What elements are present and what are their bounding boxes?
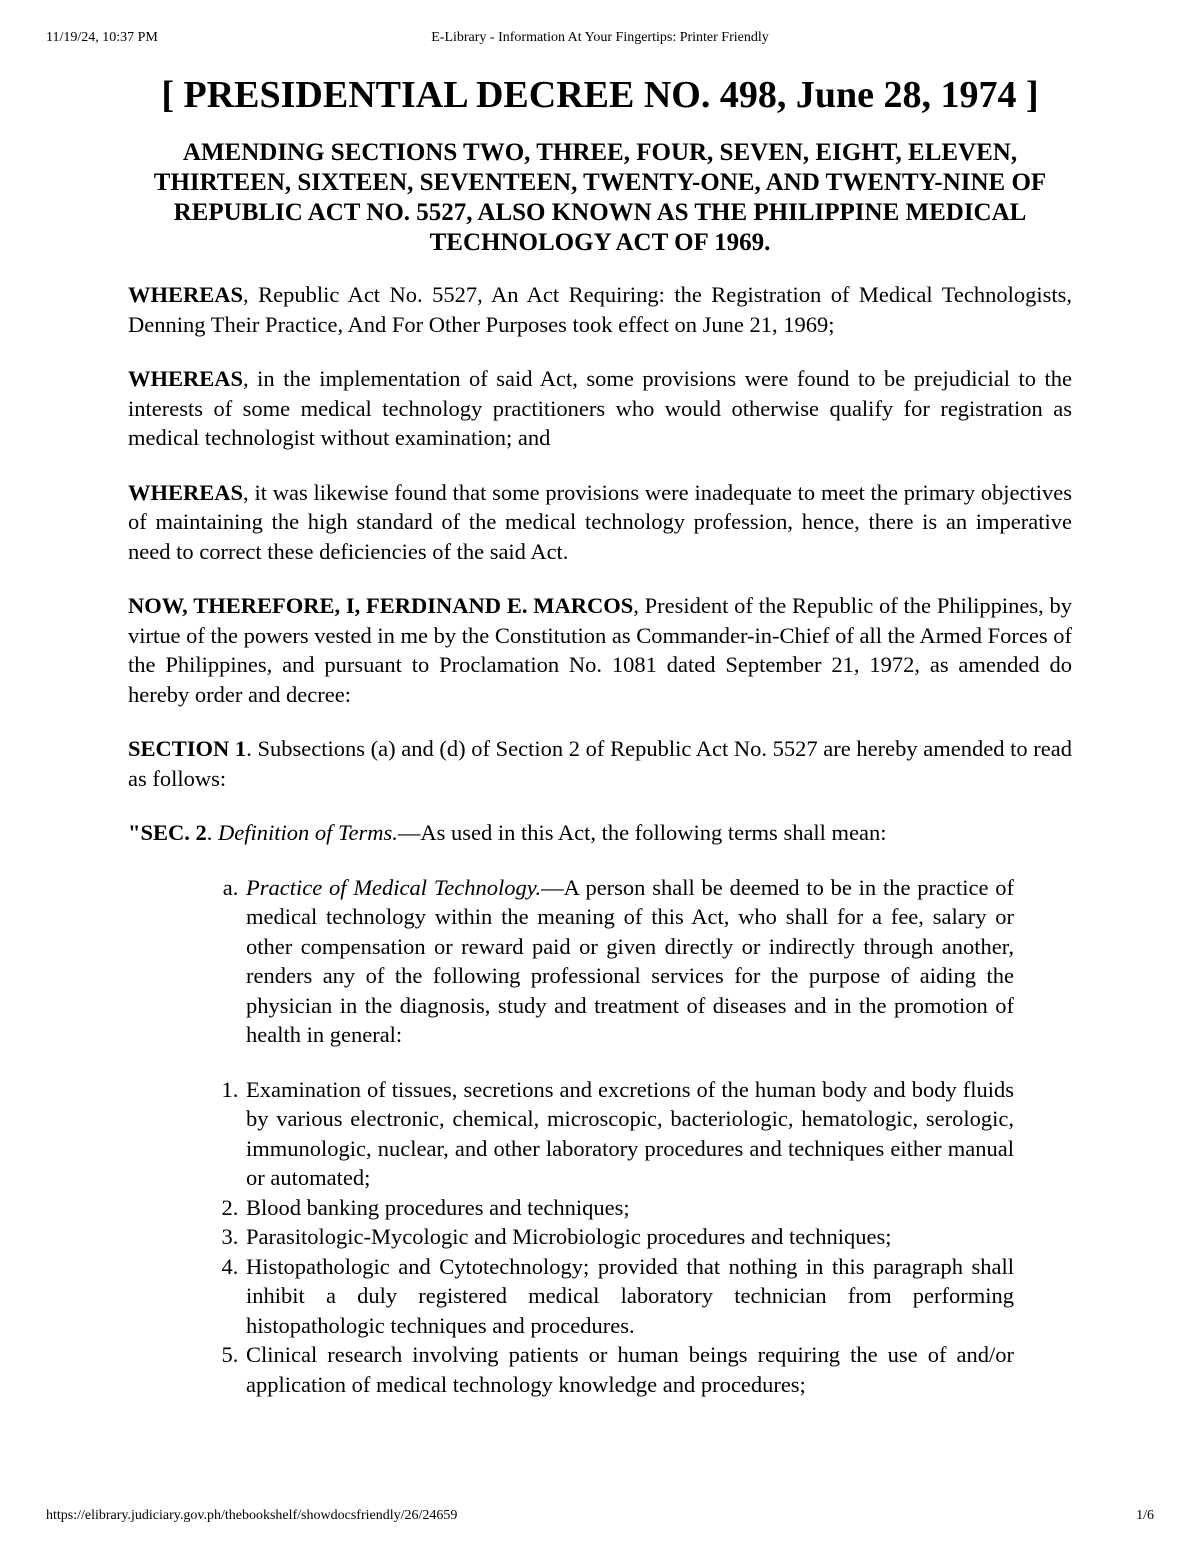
whereas-paragraph-1: [128, 280, 1072, 339]
list-item: 3. Parasitologic-Mycologic and Microbiologic procedures and techniques;: [244, 1222, 1014, 1252]
list-item: 4. Histopathologic and Cytotechnology; provided that nothing in this paragraph shall inhibit a duly registered medical laboratory technician from performing histopathologic techniques and procedures.: [244, 1252, 1014, 1341]
item-a-heading: Practice of Medical Technology.: [246, 874, 542, 900]
decree-subtitle: AMENDING SECTIONS TWO, THREE, FOUR, SEVEN, EIGHT, ELEVEN, THIRTEEN, SIXTEEN, SEVENTEEN, TWENTY-ONE, AND TWENTY-NINE OF REPUBLIC ACT NO. 5527, ALSO KNOWN AS THE PHILIPPINE MEDICAL TECHNOLOGY ACT OF 1969.: [153, 139, 1047, 256]
whereas-paragraph-2: [128, 364, 1072, 453]
now-therefore-text: , President of the Republic of the Philippines, by virtue of the powers vested in me by the Constitution as Commander-in-Chief of all the Armed Forces of the Philippines, and pursuant to Proclamation No. 1081 dated September 21, 1972, as amended do hereby order and decree:: [128, 593, 1072, 707]
numbered-list: [128, 1075, 1014, 1400]
whereas-lead: WHEREAS: [128, 282, 244, 307]
sec-2-paragraph: [128, 818, 956, 848]
whereas-lead: WHEREAS: [128, 479, 244, 505]
sec-2-separator: .: [206, 820, 219, 845]
item-a-text: —A person shall be deemed to be in the practice of medical technology within the meaning of this Act, who shall for a fee, salary or other compensation or reward paid or given directly or indirectly through another, renders any of the following professional services for the purpose of aiding the physician in the diagnosis, study and treatment of diseases and in the promotion of health in general:: [246, 874, 1014, 1047]
print-page-title: E-Library - Information At Your Fingertips: Printer Friendly: [431, 30, 769, 45]
list-item-a: [244, 873, 1014, 1050]
now-therefore-paragraph: [128, 591, 1072, 709]
decree-title: [ PRESIDENTIAL DECREE NO. 498, June 28, 1974 ]: [161, 74, 1039, 116]
alpha-list: [128, 873, 1014, 1050]
sec-2-heading: Definition of Terms.: [218, 820, 398, 845]
whereas-text: , it was likewise found that some provisions were inadequate to meet the primary objectives of maintaining the high standard of the medical technology profession, hence, there is an imperative need to correct these deficiencies of the said Act.: [128, 479, 1072, 564]
now-therefore-lead: NOW, THEREFORE, I, FERDINAND E. MARCOS: [128, 593, 634, 618]
section-1-lead: SECTION 1: [128, 736, 247, 761]
whereas-lead: WHEREAS: [128, 366, 244, 391]
sec-2-lead: "SEC. 2: [128, 820, 207, 845]
list-item: 2. Blood banking procedures and techniques;: [244, 1193, 1014, 1223]
section-1-paragraph: [128, 734, 1072, 793]
list-item: 1. Examination of tissues, secretions and excretions of the human body and body fluids by various electronic, chemical, microscopic, bacteriologic, hematologic, serologic, immunologic, nuclear, and other laboratory procedures and techniques either manual or automated;: [244, 1075, 1014, 1193]
sec-2-text: —As used in this Act, the following terms shall mean:: [397, 820, 887, 845]
page-url: https://elibrary.judiciary.gov.ph/thebookshelf/showdocsfriendly/26/24659: [46, 1508, 458, 1523]
whereas-paragraph-3: [128, 478, 1072, 567]
document-body: [128, 72, 1072, 1399]
list-item: 5. Clinical research involving patients or human beings requiring the use of and/or application of medical technology knowledge and procedures;: [244, 1340, 1014, 1399]
whereas-text: , Republic Act No. 5527, An Act Requiring: the Registration of Medical Technologists, Denning Their Practice, And For Other Purposes took effect on June 21, 1969;: [128, 282, 1072, 337]
page-number: 1/6: [1136, 1508, 1154, 1523]
whereas-text: , in the implementation of said Act, some provisions were found to be prejudicial to the interests of some medical technology practitioners who would otherwise qualify for registration as medical technologist without examination; and: [128, 366, 1072, 450]
section-1-text: . Subsections (a) and (d) of Section 2 of Republic Act No. 5527 are hereby amended to read as follows:: [128, 736, 1072, 791]
print-datetime: 11/19/24, 10:37 PM: [46, 30, 158, 45]
